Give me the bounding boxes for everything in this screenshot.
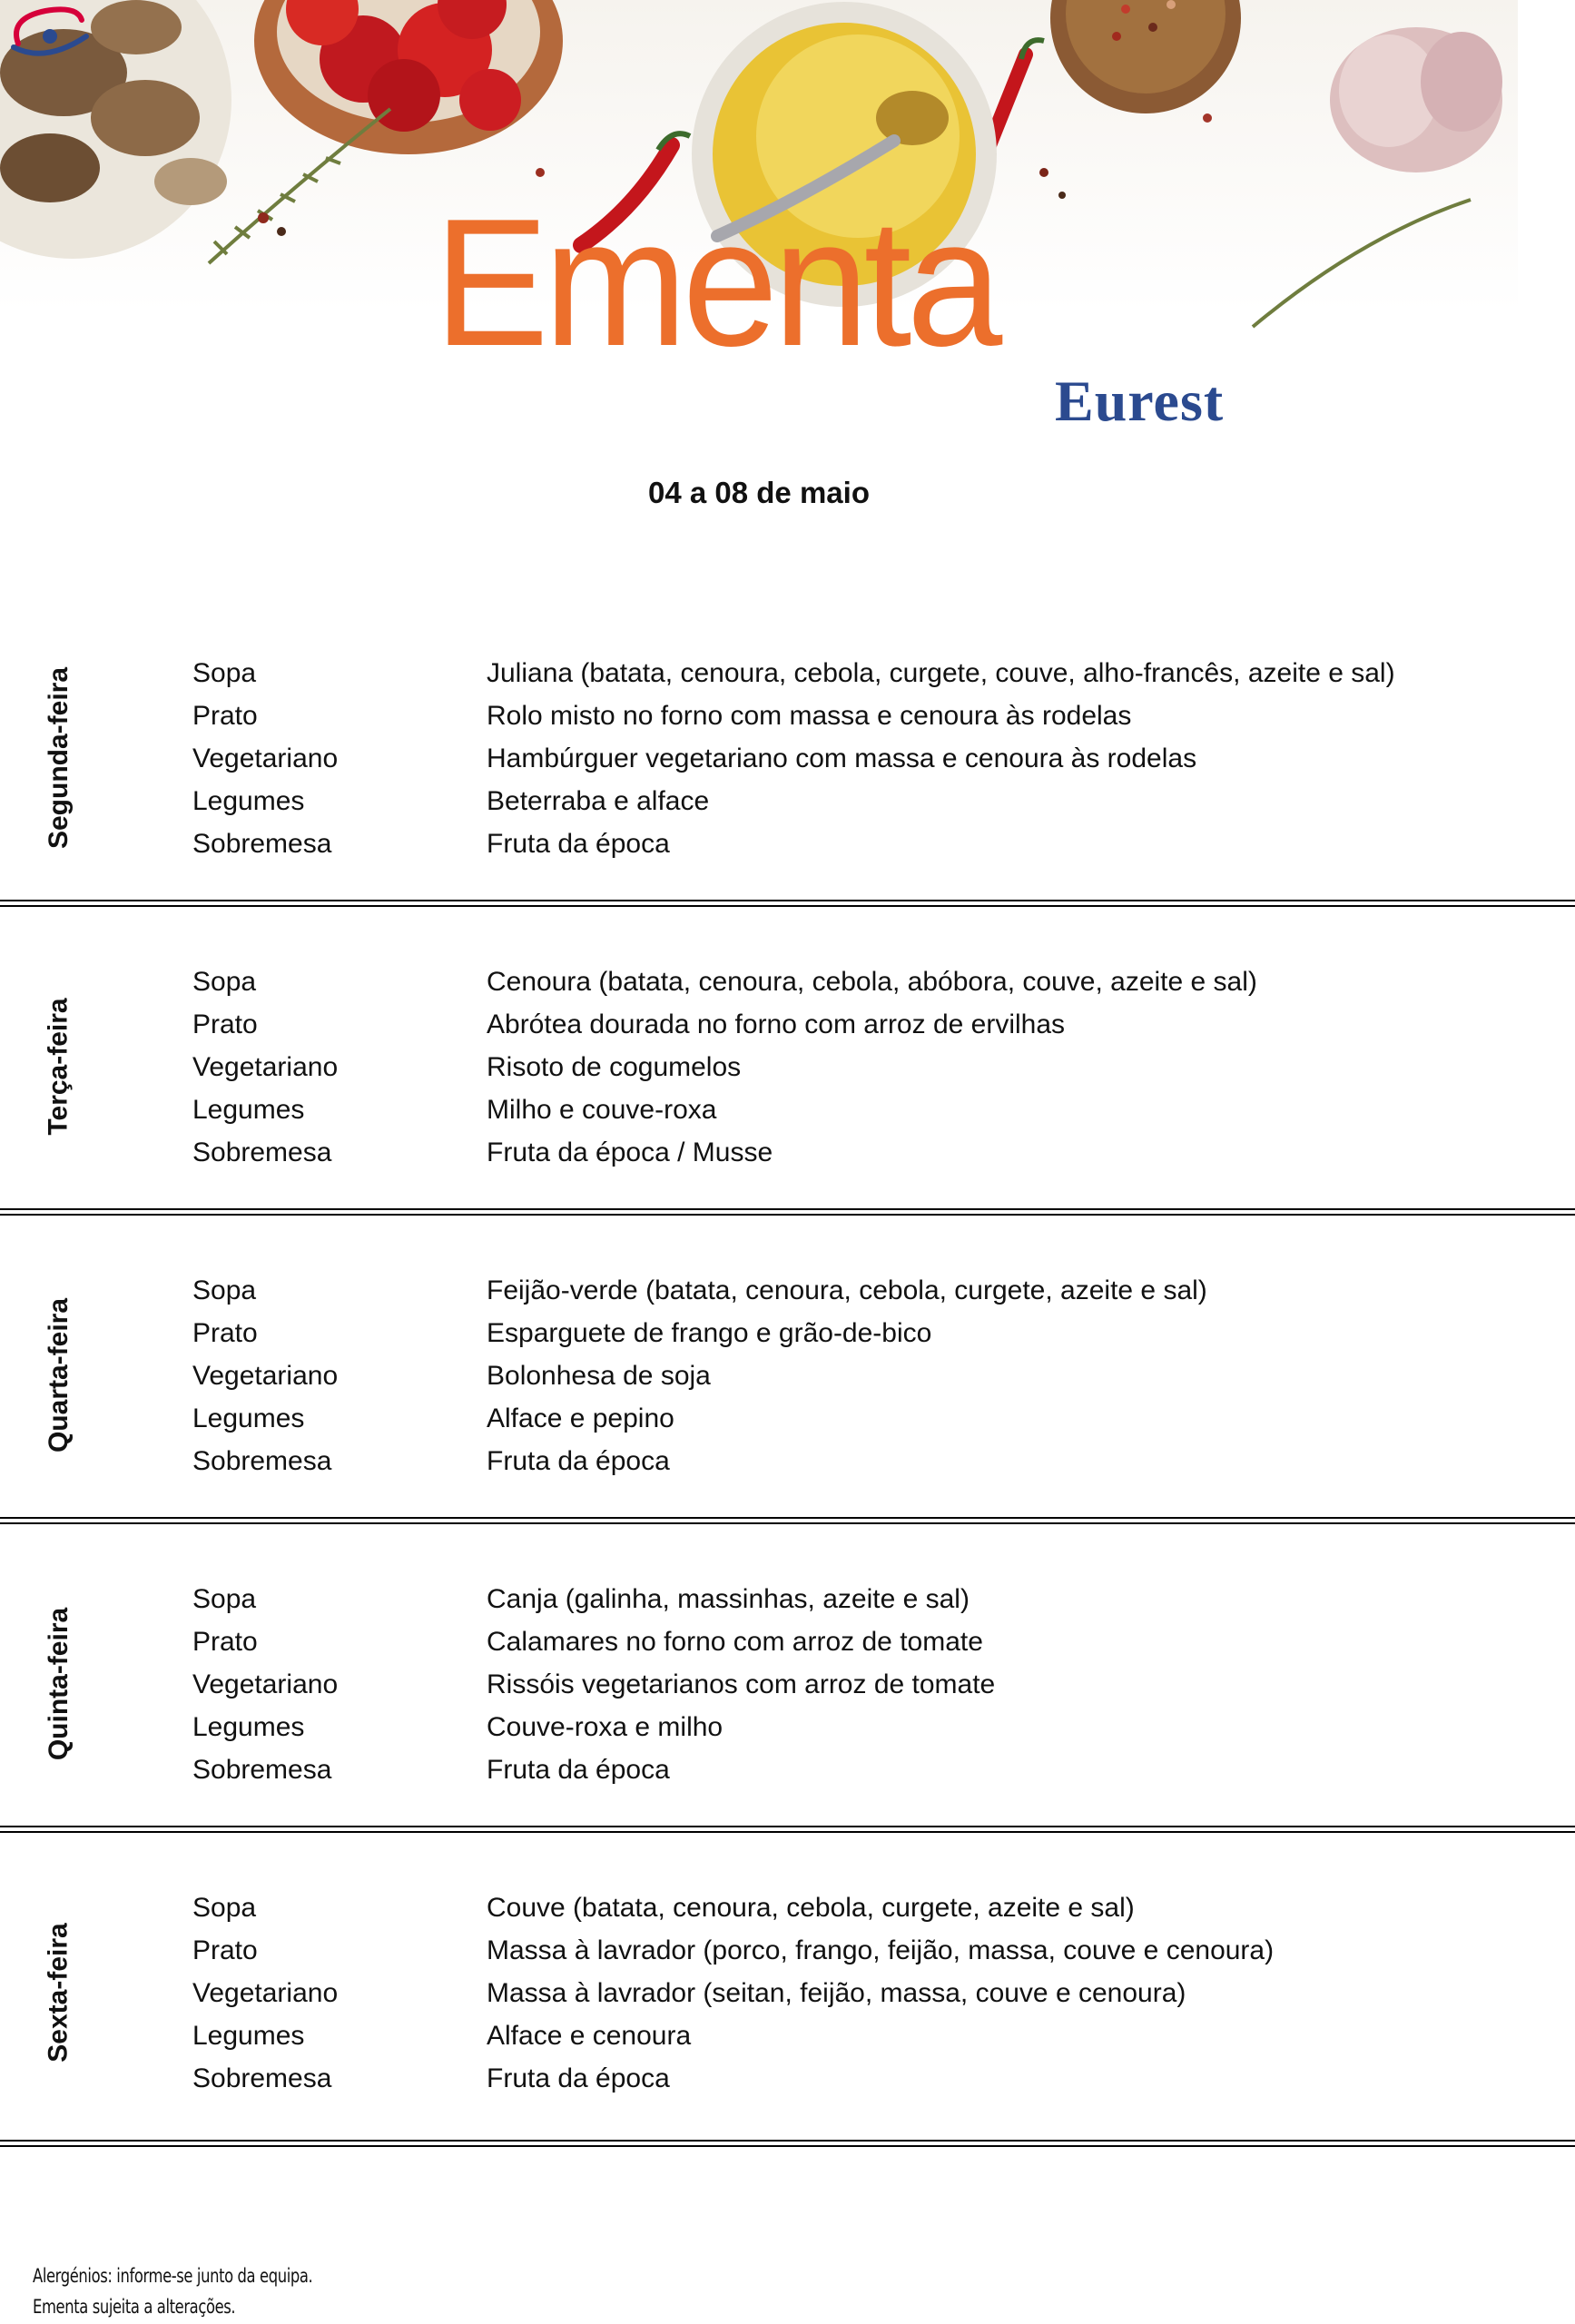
menu-row [0, 1312, 1575, 1354]
category-label: Vegetariano [192, 1361, 339, 1391]
section-divider [0, 1517, 1575, 1524]
category-label: Prato [192, 1627, 258, 1657]
dish-text: Bolonhesa de soja [487, 1361, 711, 1391]
menu-row [0, 1269, 1575, 1312]
category-label: Sobremesa [192, 829, 332, 859]
menu-row [0, 822, 1575, 865]
menu-row [0, 694, 1575, 737]
day-section-terca [0, 912, 1575, 1221]
category-label: Sopa [192, 1584, 257, 1614]
dish-text: Hambúrguer vegetariano com massa e cenoura às rodelas [487, 743, 1197, 773]
dish-text: Beterraba e alface [487, 786, 710, 816]
day-label: Quarta-feira [44, 1297, 74, 1453]
dish-text: Fruta da época [487, 2063, 670, 2093]
menu-row [0, 737, 1575, 780]
dish-text: Calamares no forno com arroz de tomate [487, 1627, 983, 1657]
category-label: Legumes [192, 1095, 305, 1125]
menu-row [0, 1886, 1575, 1929]
menu-row [0, 652, 1575, 694]
section-divider [0, 900, 1575, 907]
dish-text: Cenoura (batata, cenoura, cebola, abóbora, couve, azeite e sal) [487, 967, 1257, 997]
dish-text: Massa à lavrador (porco, frango, feijão, massa, couve e cenoura) [487, 1935, 1275, 1965]
category-label: Vegetariano [192, 1669, 339, 1699]
dish-text: Fruta da época [487, 829, 670, 859]
section-divider [0, 1208, 1575, 1216]
menu-row [0, 960, 1575, 1003]
dish-text: Alface e cenoura [487, 2021, 692, 2051]
category-label: Sopa [192, 1275, 257, 1305]
category-label: Prato [192, 1935, 258, 1965]
day-section-segunda [0, 604, 1575, 912]
dish-text: Juliana (batata, cenoura, cebola, curgete, couve, alho-francês, azeite e sal) [487, 658, 1395, 688]
category-label: Sobremesa [192, 1446, 332, 1476]
category-label: Sobremesa [192, 1755, 332, 1785]
dish-text: Milho e couve-roxa [487, 1095, 717, 1125]
category-label: Vegetariano [192, 1052, 339, 1082]
section-divider [0, 2140, 1575, 2147]
category-label: Legumes [192, 786, 305, 816]
dish-text: Feijão-verde (batata, cenoura, cebola, curgete, azeite e sal) [487, 1275, 1207, 1305]
dish-text: Canja (galinha, massinhas, azeite e sal) [487, 1584, 970, 1614]
dish-text: Rissóis vegetarianos com arroz de tomate [487, 1669, 996, 1699]
menu-row [0, 1620, 1575, 1663]
menu-row [0, 1929, 1575, 1972]
dish-text: Fruta da época / Musse [487, 1137, 773, 1167]
day-section-quarta [0, 1221, 1575, 1530]
category-label: Sopa [192, 1893, 257, 1923]
menu-row [0, 1748, 1575, 1791]
category-label: Sobremesa [192, 2063, 332, 2093]
footer-notes [33, 2260, 312, 2322]
day-label: Sexta-feira [44, 1923, 74, 2063]
menu-row [0, 780, 1575, 822]
day-label: Quinta-feira [44, 1607, 74, 1761]
dish-text: Alface e pepino [487, 1403, 674, 1433]
dish-text: Massa à lavrador (seitan, feijão, massa, couve e cenoura) [487, 1978, 1186, 2008]
category-label: Vegetariano [192, 743, 339, 773]
category-label: Sopa [192, 967, 257, 997]
dish-text: Couve-roxa e milho [487, 1712, 724, 1742]
menu-row [0, 2057, 1575, 2100]
brand-name: Eurest [1055, 369, 1225, 433]
dish-text: Rolo misto no forno com massa e cenoura às rodelas [487, 701, 1132, 731]
change-note: Ementa sujeita a alterações. [33, 2296, 236, 2318]
menu-row [0, 1088, 1575, 1131]
menu-row [0, 1578, 1575, 1620]
day-section-quinta [0, 1530, 1575, 1838]
menu-row [0, 1131, 1575, 1174]
dish-text: Fruta da época [487, 1446, 670, 1476]
allergen-note: Alergénios: informe-se junto da equipa. [33, 2265, 313, 2287]
menu-row [0, 1046, 1575, 1088]
category-label: Sopa [192, 658, 257, 688]
menu-row [0, 1440, 1575, 1482]
category-label: Prato [192, 1318, 258, 1348]
category-label: Legumes [192, 2021, 305, 2051]
menu-row [0, 1354, 1575, 1397]
category-label: Prato [192, 1009, 258, 1039]
section-divider [0, 1826, 1575, 1833]
date-range-heading: 04 a 08 de maio [648, 476, 870, 509]
category-label: Sobremesa [192, 1137, 332, 1167]
menu-row [0, 1003, 1575, 1046]
menu-row [0, 1397, 1575, 1440]
category-label: Vegetariano [192, 1978, 339, 2008]
menu-row [0, 1972, 1575, 2014]
day-label: Terça-feira [44, 998, 74, 1136]
dish-text: Risoto de cogumelos [487, 1052, 742, 1082]
menu-row [0, 1663, 1575, 1706]
banner-title: Ementa [434, 182, 998, 384]
category-label: Prato [192, 701, 258, 731]
dish-text: Esparguete de frango e grão-de-bico [487, 1318, 932, 1348]
menu-row [0, 2014, 1575, 2057]
dish-text: Abrótea dourada no forno com arroz de ervilhas [487, 1009, 1066, 1039]
header-banner [0, 0, 1518, 445]
menu-row [0, 1706, 1575, 1748]
eurest-logo-icon [0, 0, 109, 73]
dish-text: Couve (batata, cenoura, cebola, curgete, azeite e sal) [487, 1893, 1135, 1923]
day-section-sexta [0, 1838, 1575, 2147]
category-label: Legumes [192, 1712, 305, 1742]
day-label: Segunda-feira [44, 666, 74, 850]
dish-text: Fruta da época [487, 1755, 670, 1785]
category-label: Legumes [192, 1403, 305, 1433]
